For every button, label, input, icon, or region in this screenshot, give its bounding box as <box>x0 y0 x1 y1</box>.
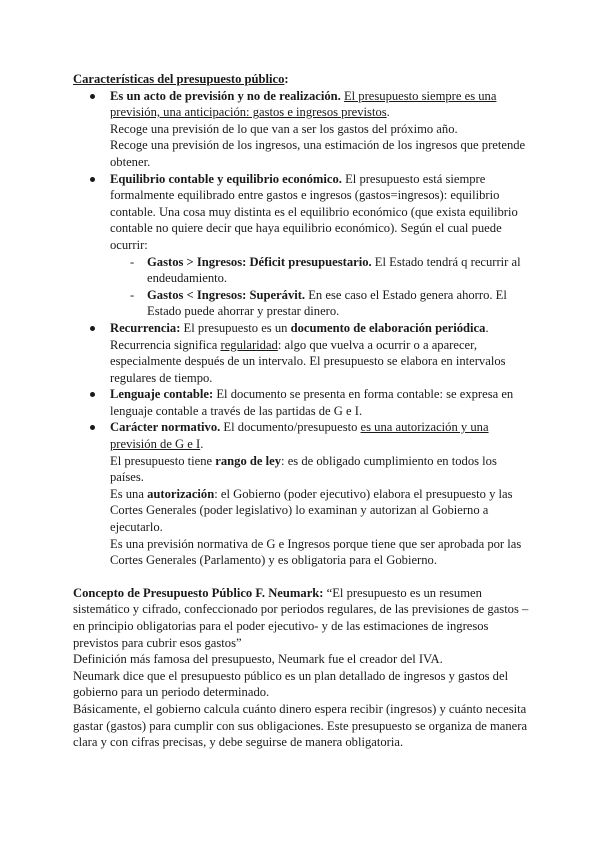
item-bold: Equilibrio contable y equilibrio económico. <box>110 171 342 186</box>
characteristics-list <box>73 88 533 569</box>
paragraph: Definición más famosa del presupuesto, Neumark fue el creador del IVA. <box>73 652 443 667</box>
item-underlined: es una autorización y una previsión de G e I <box>110 420 489 452</box>
item-text: Es una <box>110 486 148 501</box>
paragraph: Neumark dice que el presupuesto público es un plan detallado de ingresos y gastos del gobierno para un periodo determinado. <box>73 668 509 700</box>
item-bold: Recurrencia: <box>110 320 181 335</box>
item-bold: documento de elaboración periódica <box>290 320 486 335</box>
sub-item-bold: Gastos < Ingresos: Superávit. <box>147 287 306 302</box>
section-title-colon: : <box>284 72 289 86</box>
paragraph-gap <box>73 569 533 585</box>
list-item-recurrencia <box>73 320 533 386</box>
item-bold: Carácter normativo. <box>110 420 221 435</box>
item-text: El presupuesto es un <box>180 320 291 335</box>
item-text: . <box>200 437 204 452</box>
document-content <box>73 71 533 751</box>
item-underlined: regularidad <box>220 337 278 352</box>
section-heading <box>73 71 533 88</box>
item-line: Recoge una previsión de lo que van a ser los gastos del próximo año. <box>110 121 458 136</box>
item-text: El presupuesto tiene <box>110 453 216 468</box>
item-bold: Es un acto de previsión y no de realización. <box>110 88 341 103</box>
item-line: Recoge una previsión de los ingresos, una estimación de los ingresos que pretende obtener. <box>110 138 526 169</box>
neumark-definition <box>73 585 533 651</box>
definition-text: “El presupuesto es un resumen sistemático y cifrado, confeccionado por periodos regulares, de las previsiones de gastos –en principio obligatorias para el poder ejecutivo- y de las estimaciones de ingresos previstos para cubrir esos gastos” <box>73 585 529 650</box>
item-text: . <box>386 105 390 120</box>
item-text: : algo que vuelva a ocurrir o a aparecer, especialmente después de un intervalo. El presupuesto se elabora en intervalos regulares de tiempo. <box>110 337 506 385</box>
list-item-prevision <box>73 88 533 171</box>
item-line <box>110 337 533 387</box>
item-text: El documento se presenta en forma contable: se expresa en lenguaje contable a través de las partidas de G e I. <box>110 387 514 418</box>
item-underlined: El presupuesto siempre es una previsión, una anticipación: gastos e ingresos previstos <box>110 88 497 120</box>
paragraph: Básicamente, el gobierno calcula cuánto dinero espera recibir (ingresos) y cuánto necesita gastar (gastos) para cumplir con sus obligaciones. Este presupuesto se organiza de manera clara y con cifras precisas, y debe seguirse de manera obligatoria. <box>73 701 528 750</box>
item-text: El documento/presupuesto <box>220 420 361 435</box>
item-text: El presupuesto está siempre formalmente equilibrado entre gastos e ingresos (gastos=ingresos): equilibrio contable. Una cosa muy distinta es el equilibrio económico (que exista equilibrio contable no quiere decir que haya equilibrio económico). Según el cual puede ocurrir: <box>110 171 518 252</box>
item-text: : es de obligado cumplimiento en todos los países. <box>110 453 497 485</box>
list-item-lenguaje <box>73 386 533 419</box>
item-text: : el Gobierno (poder ejecutivo) elabora el presupuesto y las Cortes Generales (poder legislativo) lo examinan y autorizan al Gobierno a ejecutarlo. <box>110 486 513 535</box>
item-bold: rango de ley <box>215 453 282 468</box>
item-text: . <box>485 320 489 335</box>
item-line <box>110 453 533 486</box>
list-item-normativo <box>73 419 533 568</box>
sub-item-superavit <box>110 287 533 320</box>
list-item-equilibrio <box>73 171 533 320</box>
sub-item-text: En ese caso el Estado genera ahorro. El Estado puede ahorrar y prestar dinero. <box>147 287 507 319</box>
item-line: Es una previsión normativa de G e Ingresos porque tiene que ser aprobada por las Cortes Generales (Parlamento) y es obligatoria para el Gobierno. <box>110 536 522 568</box>
item-bold: autorización <box>147 486 215 501</box>
sub-list <box>110 254 533 320</box>
item-bold: Lenguaje contable: <box>110 387 214 402</box>
item-line <box>110 486 533 536</box>
sub-item-bold: Gastos > Ingresos: Déficit presupuestario. <box>147 254 372 269</box>
section-title: Características del presupuesto público <box>73 72 285 86</box>
definition-title: Concepto de Presupuesto Público F. Neumark: <box>73 585 324 600</box>
sub-item-deficit <box>110 254 533 287</box>
item-text: Recurrencia significa <box>110 337 221 352</box>
sub-item-text: El Estado tendrá q recurrir al endeudamiento. <box>147 254 521 286</box>
